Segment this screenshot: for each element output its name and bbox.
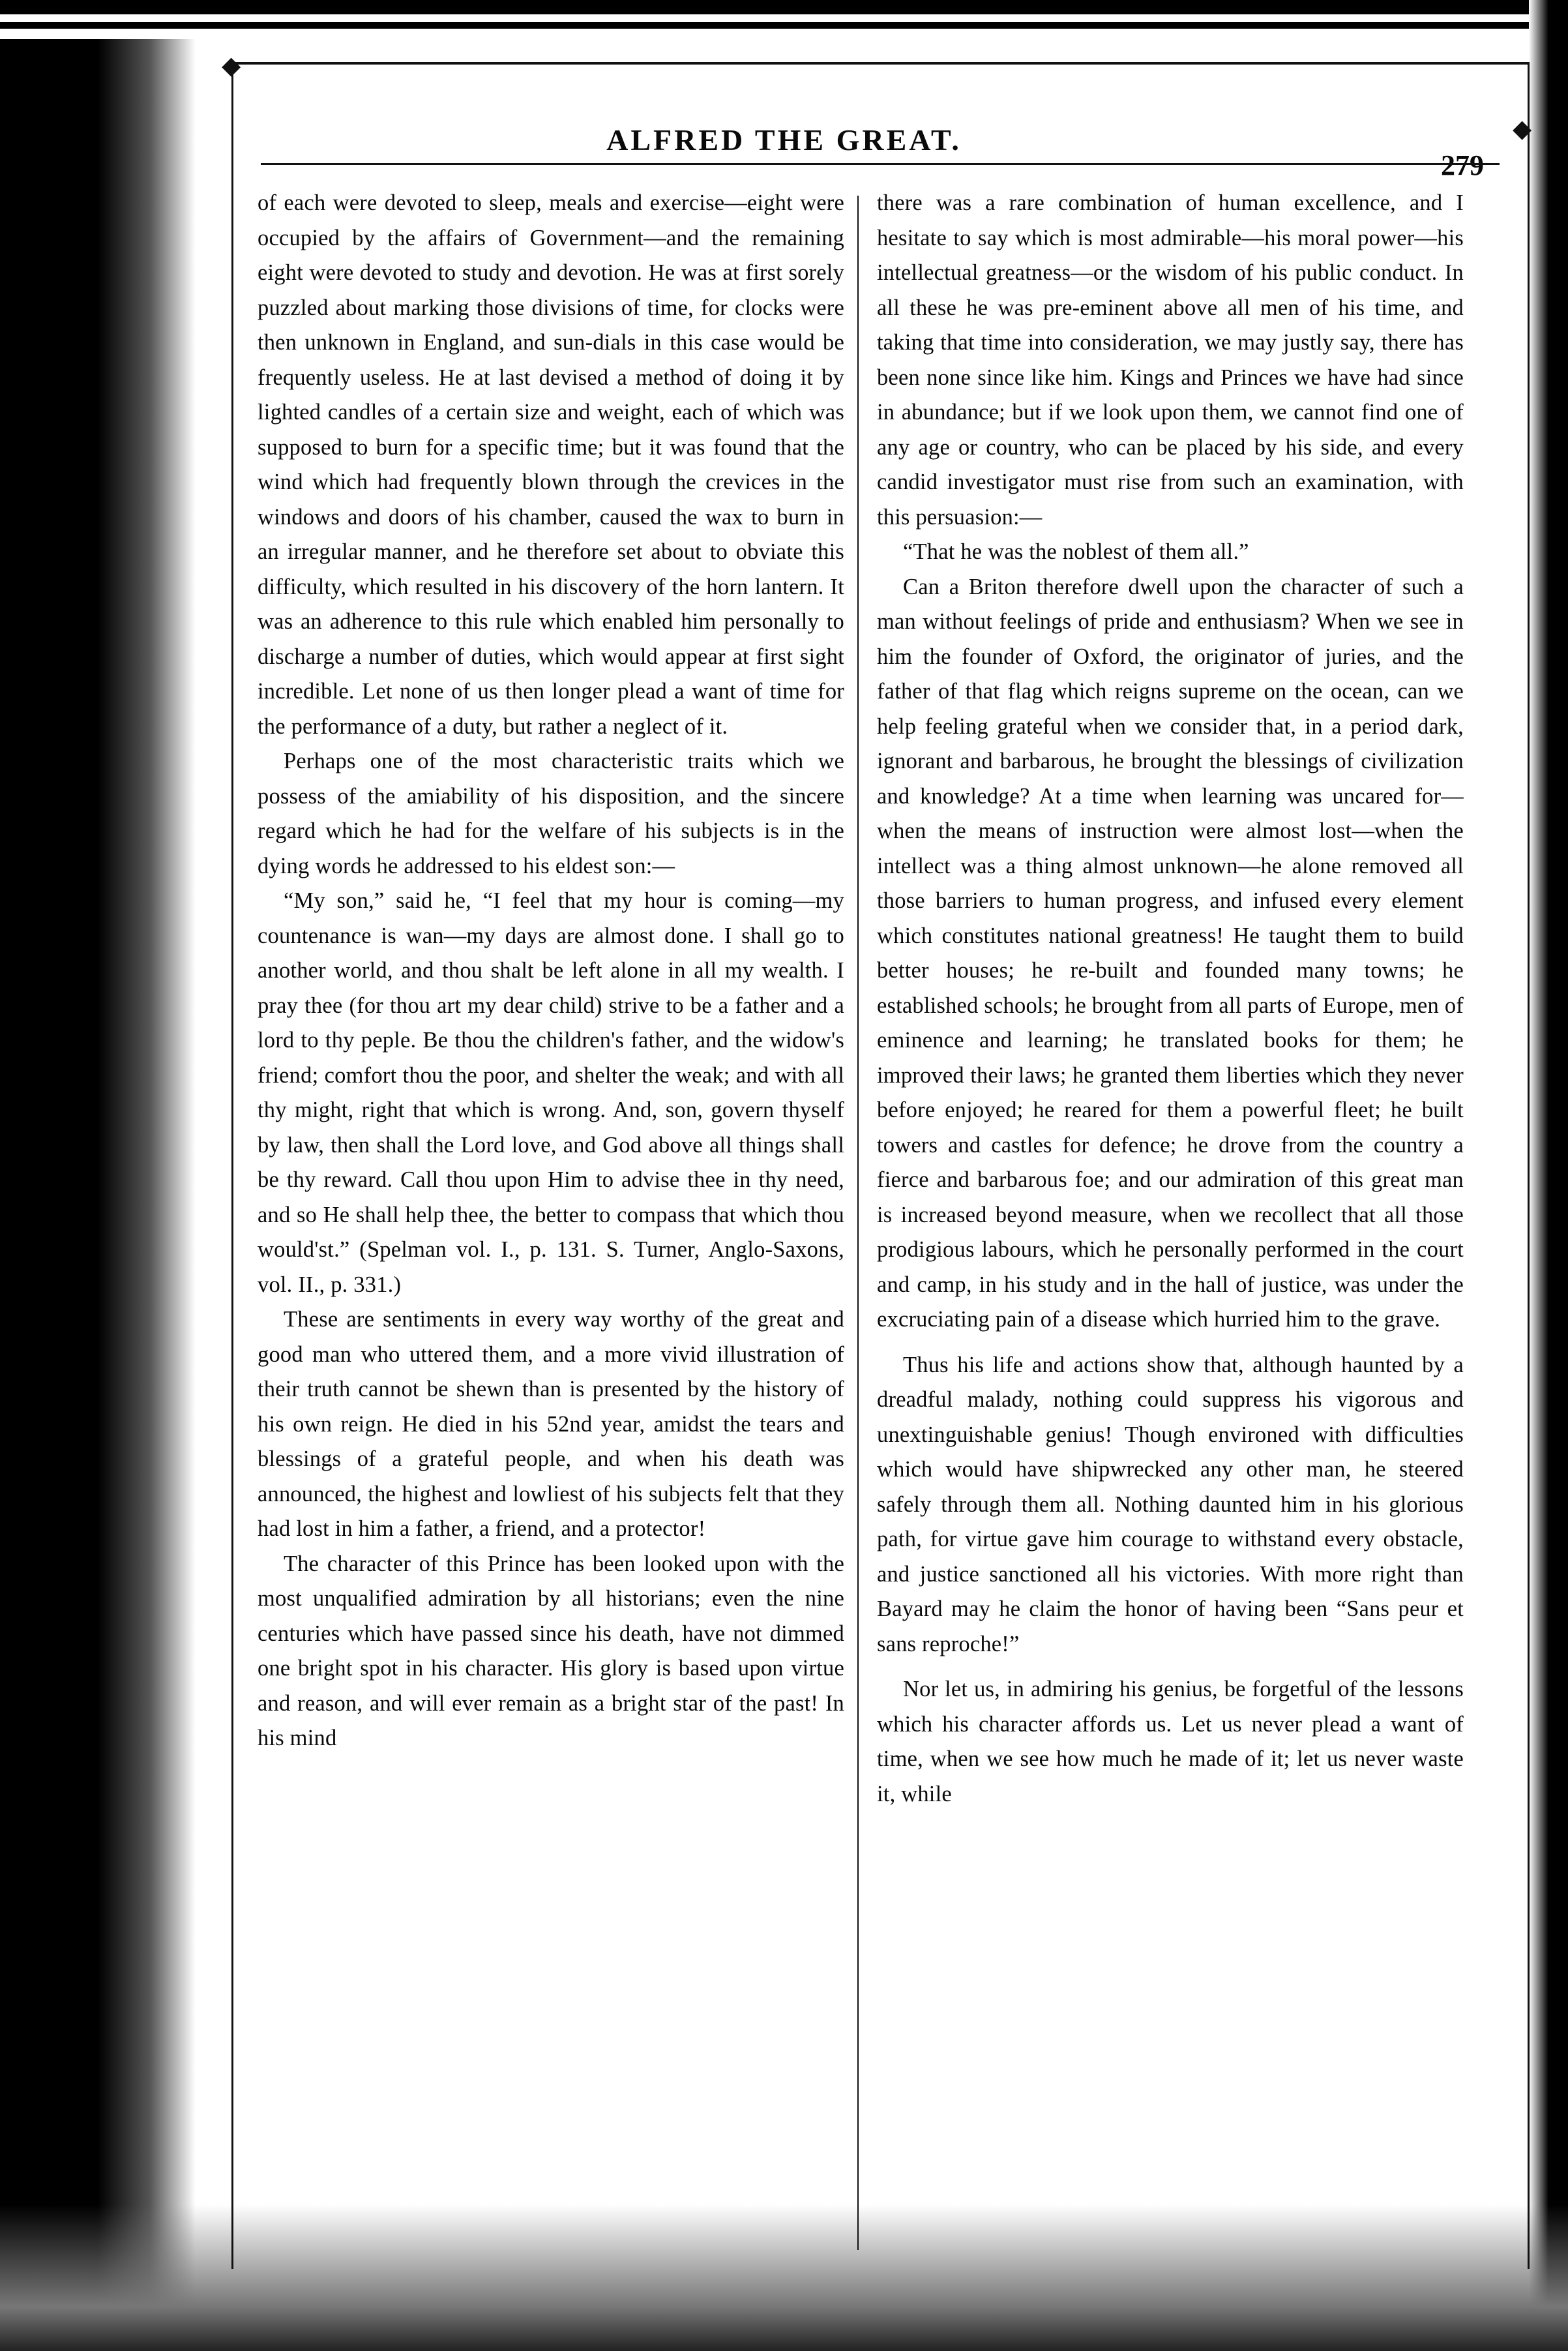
paragraph: there was a rare combination of human excellence, and I hesitate to say which is most admirable—his moral power—his intellectual greatness—or the wisdom of his public conduct. In all these he was pre-eminent above all men of his time, and taking that time into consideration, we may justly say, there has been none since like him. Kings and Princes we have had since in abundance; but if we look upon them, we cannot find one of any age or country, who can be placed by his side, and every candid investigator must rise from such an examination, with this persuasion:— [877, 190, 1464, 530]
header-rule [261, 163, 1500, 165]
paragraph: These are sentiments in every way worthy of the great and good man who uttered them, and a more vivid illustration of their truth cannot be shewn than is presented by the history of his own reign. He died in his 52nd year, amidst the tears and blessings of a grateful people, and when his death was announced, the highest and lowliest of his subjects felt that they had lost in him a father, a friend, and a protector! [258, 1307, 844, 1541]
paragraph: of each were devoted to sleep, meals and exercise—eight were occupied by the affairs of Government—and the remaining eight were devoted to study and devotion. He was at first sorely puzzled about marking those divisions of time, for clocks were then unknown in England, and sun-dials in this case would be frequently useless. He at last devised a method of doing it by lighted candles of a certain size and weight, each of which was supposed to burn for a specific time; but it was found that the wind which had frequently blown through the crevices in the windows and doors of his chamber, caused the wax to burn in an irregular manner, and he therefore set about to obviate this difficulty, which resulted in his discovery of the horn lantern. It was an adherence to this rule which enabled him personally to discharge a number of duties, which would appear at first sight incredible. Let none of us then longer plead a want of time for the performance of a duty, but rather a neglect of it. [258, 190, 844, 739]
quotation-paragraph: “My son,” said he, “I feel that my hour is coming—my countenance is wan—my days are almost done. I shall go to another world, and thou shalt be left alone in all my wealth. I pray thee (for thou art my dear child) strive to be a father and a lord to thy peple. Be thou the children's father, and the widow's friend; comfort thou the poor, and shelter the weak; and with all thy might, right that which is wrong. And, son, govern thyself by law, then shall the Lord love, and God above all things shall be thy reward. Call thou upon Him to advise thee in thy need, and so He shall help thee, the better to compass that which thou would'st.” (Spelman vol. I., p. 131. S. Turner, Anglo-Saxons, vol. II., p. 331.) [258, 888, 844, 1297]
right-column [877, 186, 1464, 2263]
paragraph: Can a Briton therefore dwell upon the character of such a man without feelings of pride and enthusiasm? When we see in him the founder of Oxford, the originator of juries, and the father of that flag which reigns supreme on the ocean, can we help feeling grateful when we consider that, in a period dark, ignorant and barbarous, he brought the blessings of civilization and knowledge? At a time when learning was uncared for—when the means of instruction were almost lost—when the intellect was a thing almost unknown—he alone removed all those barriers to human progress, and infused every element which constitutes national greatness! He taught them to build better houses; he re-built and founded many towns; he established schools; he brought from all parts of Europe, men of eminence and learning; he translated books for them; he improved their laws; he granted them liberties which they never before enjoyed; he reared for them a powerful fleet; he built towers and castles for defence; he drove from the country a fierce and barbarous foe; and our admiration of this great man is increased beyond measure, when we recollect that all those prodigious labours, which he personally performed in the court and camp, in his study and in the hall of justice, was under the excruciating pain of a disease which hurried him to the grave. [877, 574, 1464, 1332]
running-title: ALFRED THE GREAT. [606, 123, 962, 157]
paragraph: Nor let us, in admiring his genius, be forgetful of the lessons which his character affords us. Let us never plead a want of time, when we see how much he made of it; let us never waste it, while [877, 1677, 1464, 1806]
column-divider [857, 196, 859, 2250]
page-right-edge [1529, 0, 1568, 2351]
page-number: 279 [1441, 149, 1484, 181]
paragraph: Thus his life and actions show that, although haunted by a dreadful malady, nothing could suppress his vigorous and unextinguishable genius! Though environed with difficulties which would have shipwrecked any other man, he steered safely through them all. Nothing daunted him in his glorious path, for virtue gave him courage to withstand every obstacle, and justice sanctioned all his victories. With more right than Bayard may he claim the honor of having been “Sans peur et sans reproche!” [877, 1352, 1464, 1656]
corner-ornament-icon: ◆ [222, 51, 241, 80]
page-binding-shadow [0, 0, 196, 2351]
corner-ornament-icon: ◆ [1513, 114, 1532, 143]
page-top-edge [0, 0, 1568, 39]
left-column [258, 186, 844, 2263]
quotation-line: “That he was the noblest of them all.” [903, 539, 1249, 564]
paragraph: Perhaps one of the most characteristic traits which we possess of the amiability of his disposition, and the sincere regard which he had for the welfare of his subjects is in the dying words he addressed to his eldest son:— [258, 749, 844, 878]
paragraph: The character of this Prince has been looked upon with the most unqualified admiration by all historians; even the nine centuries which have passed since his death, have not dimmed one bright spot in his character. His glory is based upon virtue and reason, and will ever remain as a bright star of the past! In his mind [258, 1551, 844, 1750]
